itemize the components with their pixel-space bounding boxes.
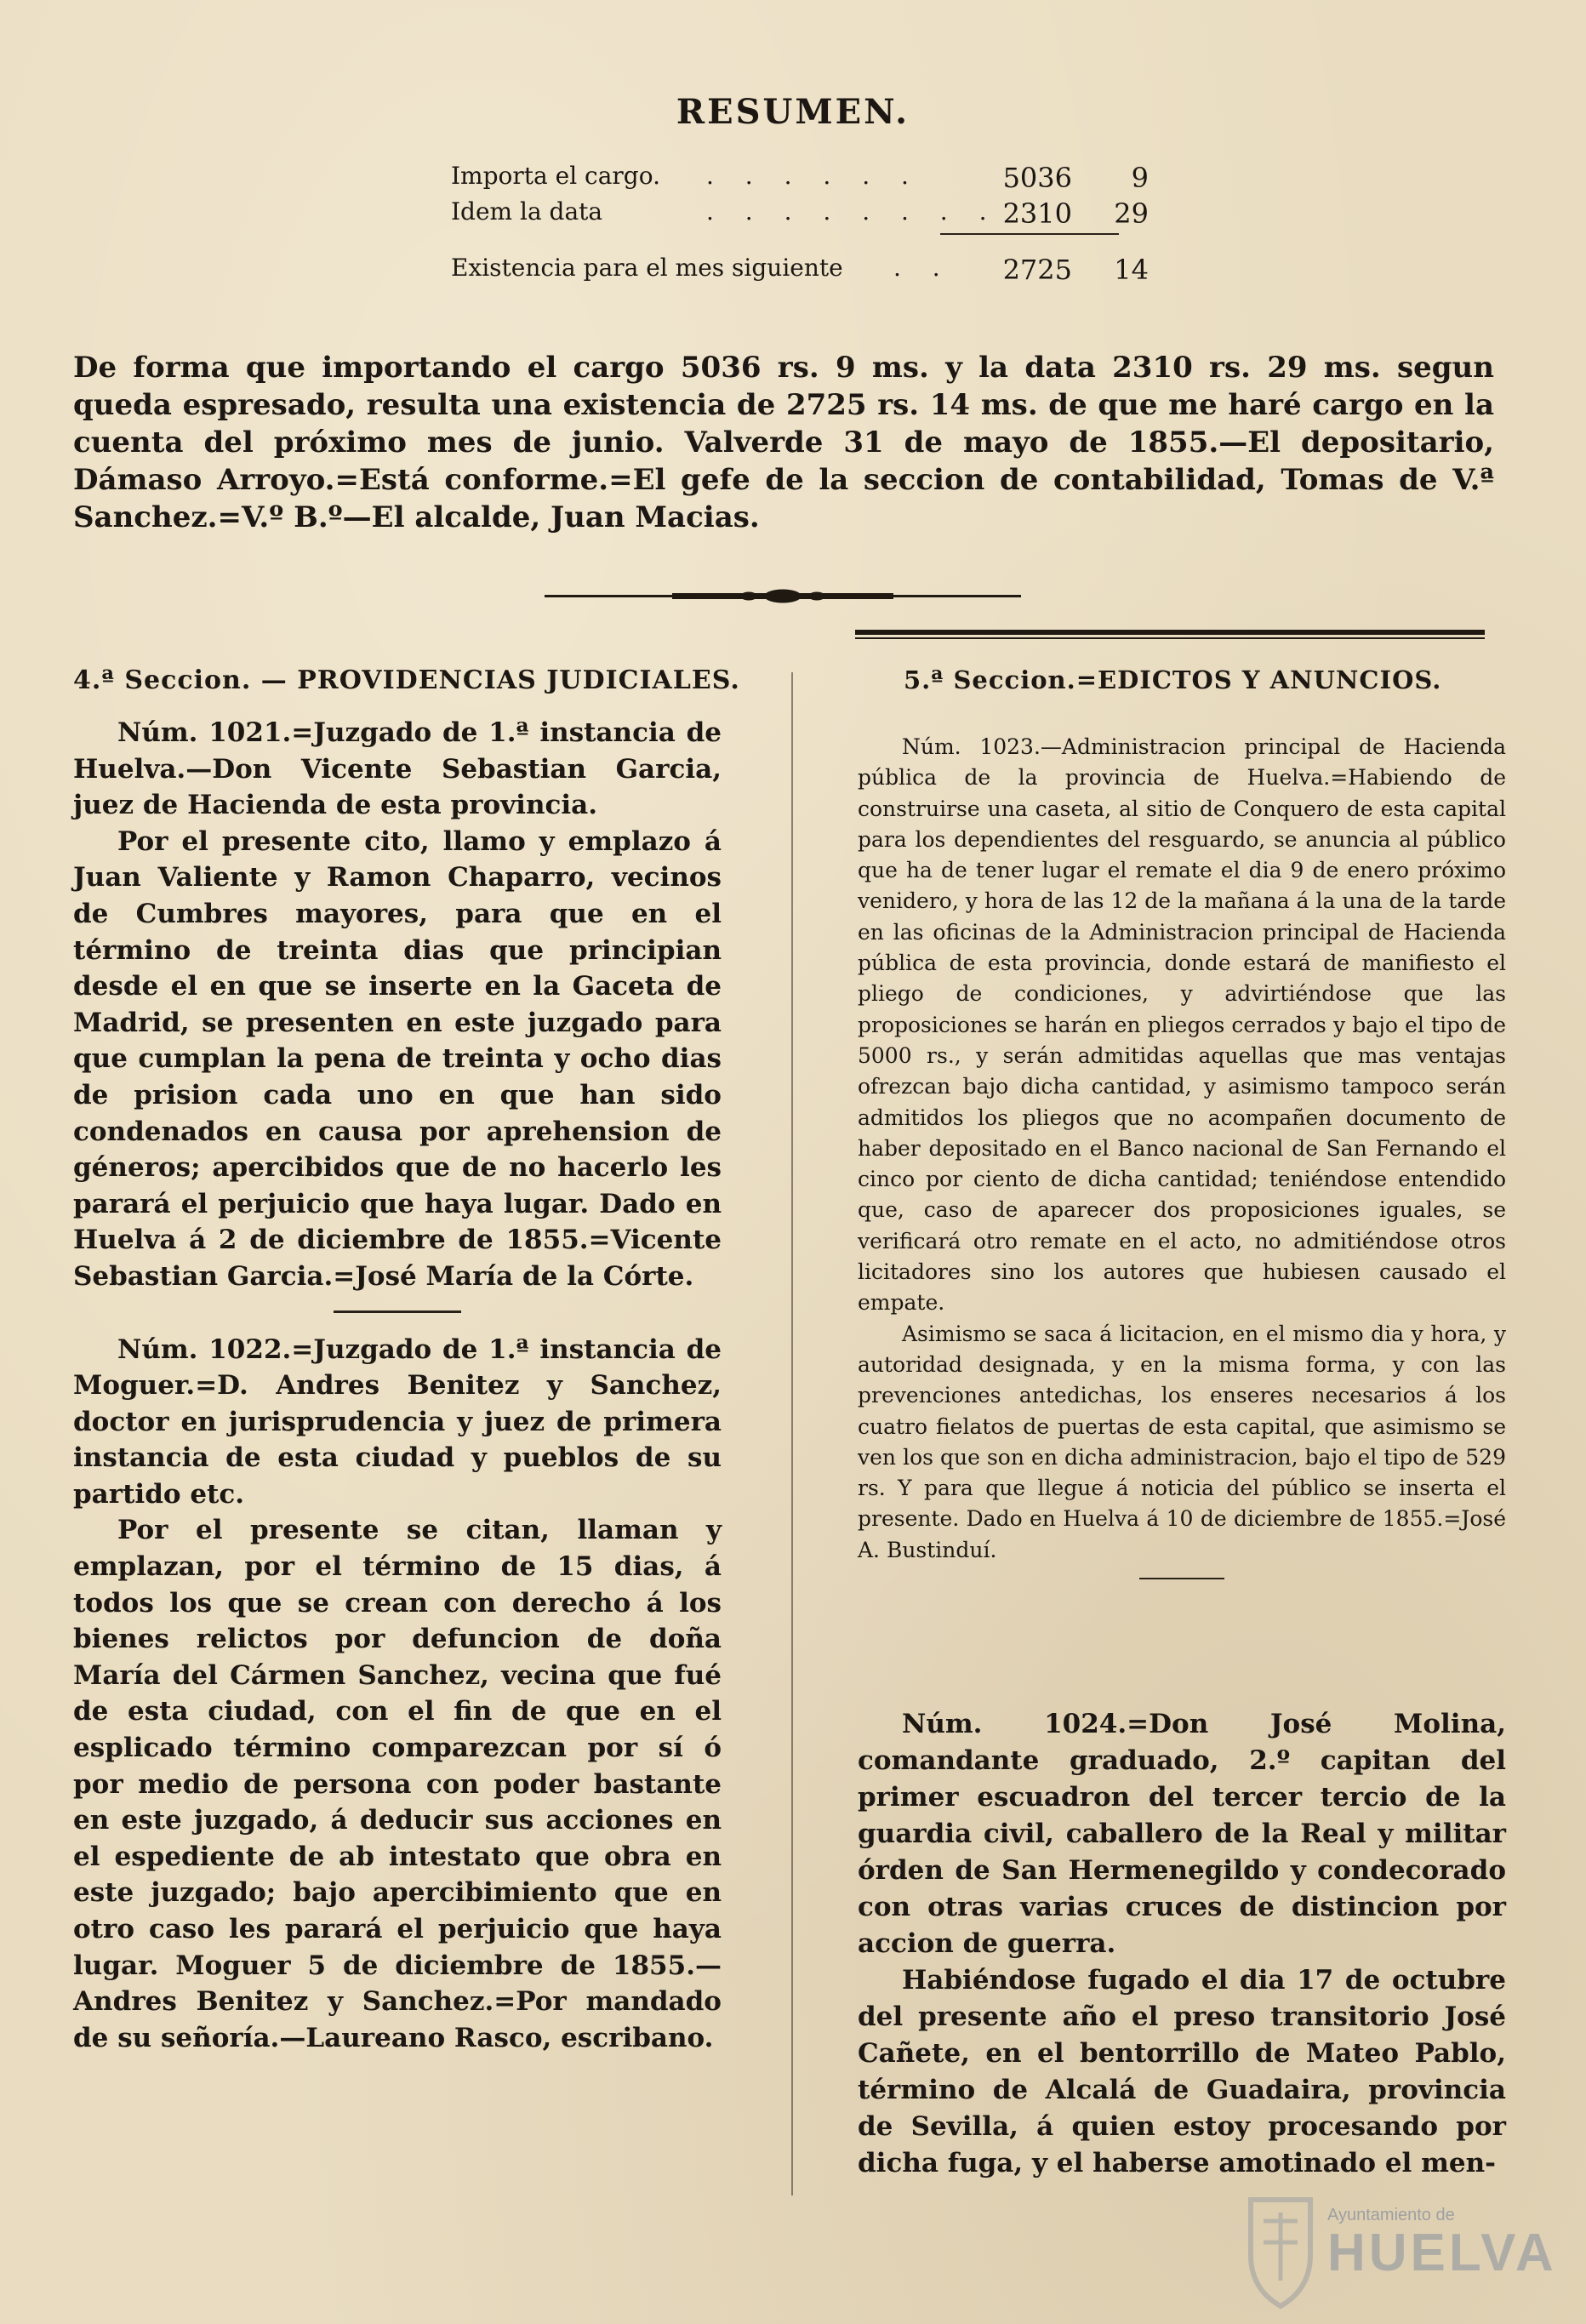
summary-sub-amount: 9 bbox=[1131, 162, 1149, 194]
closing-statement: De forma que importando el cargo 5036 rs. 9 ms. y la data 2310 rs. 29 ms. segun queda espresado, resulta una existencia de 2725 rs. 14 ms. de que me haré cargo en la cuenta del próximo mes de junio. Valverde 31 de mayo de 1855.—El depositario, Dámaso Arroyo.=Está conforme.=El gefe de la seccion de contabilidad, Tomas de V.ª Sanchez.=V.º B.º—El alcalde, Juan Macias. bbox=[73, 351, 1494, 534]
notice-separator bbox=[334, 1310, 461, 1313]
summary-dots: . . bbox=[893, 254, 952, 282]
notice-1024-body: Habiéndose fugado el dia 17 de octubre del presente año el preso transitorio José Cañete, en el bentorrillo de Mateo Pablo, término de Alcalá de Guadaira, provincia de Sevilla, á quien estoy procesando por dicha fuga, y el haberse amotinado el men- bbox=[858, 1965, 1506, 2178]
right-column-notice-1024 bbox=[858, 1706, 1506, 2182]
page-title: RESUMEN. bbox=[676, 92, 910, 132]
notice-1022-heading: Núm. 1022.=Juzgado de 1.ª instancia de Moguer.=D. Andres Benitez y Sanchez, doctor en jurisprudencia y juez de primera instancia de esta ciudad y pueblos de su partido etc. bbox=[73, 1333, 722, 1510]
summary-row-cargo bbox=[451, 162, 1149, 197]
summary-amount: 5036 bbox=[1002, 162, 1072, 194]
section-heading-judiciales: 4.ª Seccion. — PROVIDENCIAS JUDICIALES. bbox=[73, 665, 740, 695]
summary-dots: . . . . . . bbox=[706, 162, 921, 190]
summary-label: Existencia para el mes siguiente bbox=[451, 254, 843, 282]
ornamental-divider bbox=[545, 587, 1021, 606]
notice-1021-heading: Núm. 1021.=Juzgado de 1.ª instancia de Huelva.—Don Vicente Sebastian Garcia, juez de Hacienda de esta provincia. bbox=[73, 717, 722, 821]
summary-amount: 2310 bbox=[1002, 197, 1072, 230]
left-column bbox=[73, 715, 722, 2056]
summary-label: Importa el cargo. bbox=[451, 162, 660, 190]
summary-dots: . . . . . . . . bbox=[706, 197, 999, 226]
summary-amount: 2725 bbox=[1002, 254, 1072, 286]
column-divider bbox=[791, 672, 793, 2196]
section-heading-edictos: 5.ª Seccion.=EDICTOS Y ANUNCIOS. bbox=[904, 665, 1442, 694]
watermark-city-name: HUELVA bbox=[1327, 2224, 1557, 2282]
summary-total-rule bbox=[940, 233, 1119, 235]
summary-row-existencia bbox=[451, 254, 1149, 289]
summary-sub-amount: 14 bbox=[1114, 254, 1149, 286]
watermark-caption: Ayuntamiento de bbox=[1327, 2206, 1455, 2224]
notice-1024-heading: Núm. 1024.=Don José Molina, comandante graduado, 2.º capitan del primer escuadron del tercer tercio de la guardia civil, caballero de la Real y militar órden de San Hermenegildo y condecorado con otras varias cruces de distincion por accion de guerra. bbox=[858, 1709, 1506, 1959]
notice-1022-body: Por el presente se citan, llaman y emplazan, por el término de 15 dias, á todos los que se crean con derecho á los bienes relictos por defuncion de doña María del Cármen Sanchez, vecina que fué de esta ciudad, con el fin de que en el esplicado término comparezcan por sí ó por medio de persona con poder bastante en este juzgado, á deducir sus acciones en el espediente de ab intestato que obra en este juzgado; bajo apercibimiento que en otro caso les parará el perjuicio que haya lugar. Moguer 5 de diciembre de 1855.—Andres Benitez y Sanchez.=Por mandado de su señoría.—Laureano Rasco, escribano. bbox=[73, 1515, 722, 2053]
right-column-top-rule-thin bbox=[855, 637, 1485, 639]
notice-separator bbox=[1139, 1578, 1224, 1579]
summary-table bbox=[451, 162, 1149, 289]
notice-1023-continuation: Asimismo se saca á licitacion, en el mismo dia y hora, y autoridad designada, y en la misma forma, y con las prevenciones antedichas, los enseres necesarios á los cuatro fielatos de puertas de esta capital, que asimismo se ven los que son en dicha administracion, bajo el tipo de 529 rs. Y para que llegue á noticia del público se inserta el presente. Dado en Huelva á 10 de diciembre de 1855.=José A. Bustinduí. bbox=[858, 1321, 1506, 1562]
right-column-notice-1023 bbox=[858, 732, 1506, 1595]
notice-1023-body: Núm. 1023.—Administracion principal de Hacienda pública de la provincia de Huelva.=Habiendo de construirse una caseta, al sitio de Conquero de esta capital para los dependientes del resguardo, se anuncia al público que ha de tener lugar el remate el dia 9 de enero próximo venidero, y hora de las 12 de la mañana á la una de la tarde en las oficinas de la Administracion principal de Hacienda pública de esta provincia, donde estará de manifiesto el pliego de condiciones, y advirtiéndose que las proposiciones se harán en pliegos cerrados y bajo el tipo de 5000 rs., y serán admitidas aquellas que mas ventajas ofrezcan bajo dicha cantidad, y asimismo tampoco serán admitidos los pliegos que no acompañen documento de haber depositado en el Banco nacional de San Fernando el cinco por ciento de dicha cantidad; teniéndose entendido que, caso de aparecer dos proposiciones iguales, se verificará otro remate en el acto, no admitiéndose otros licitadores sino los autores que hubiesen causado el empate. bbox=[858, 734, 1506, 1316]
summary-sub-amount: 29 bbox=[1114, 197, 1149, 230]
summary-label: Idem la data bbox=[451, 197, 603, 226]
summary-row-data bbox=[451, 197, 1149, 233]
notice-1021-body: Por el presente cito, llamo y emplazo á Juan Valiente y Ramon Chaparro, vecinos de Cumbres mayores, para que en el término de treinta dias que principian desde el en que se inserte en la Gaceta de Madrid, se presenten en este juzgado para que cumplan la pena de treinta y ocho dias de prision cada uno en que han sido condenados en causa por aprehension de géneros; apercibidos que de no hacerlo les parará el perjuicio que haya lugar. Dado en Huelva á 2 de diciembre de 1855.=Vicente Sebastian Garcia.=José María de la Córte. bbox=[73, 825, 722, 1292]
right-column-top-rule bbox=[855, 630, 1485, 635]
